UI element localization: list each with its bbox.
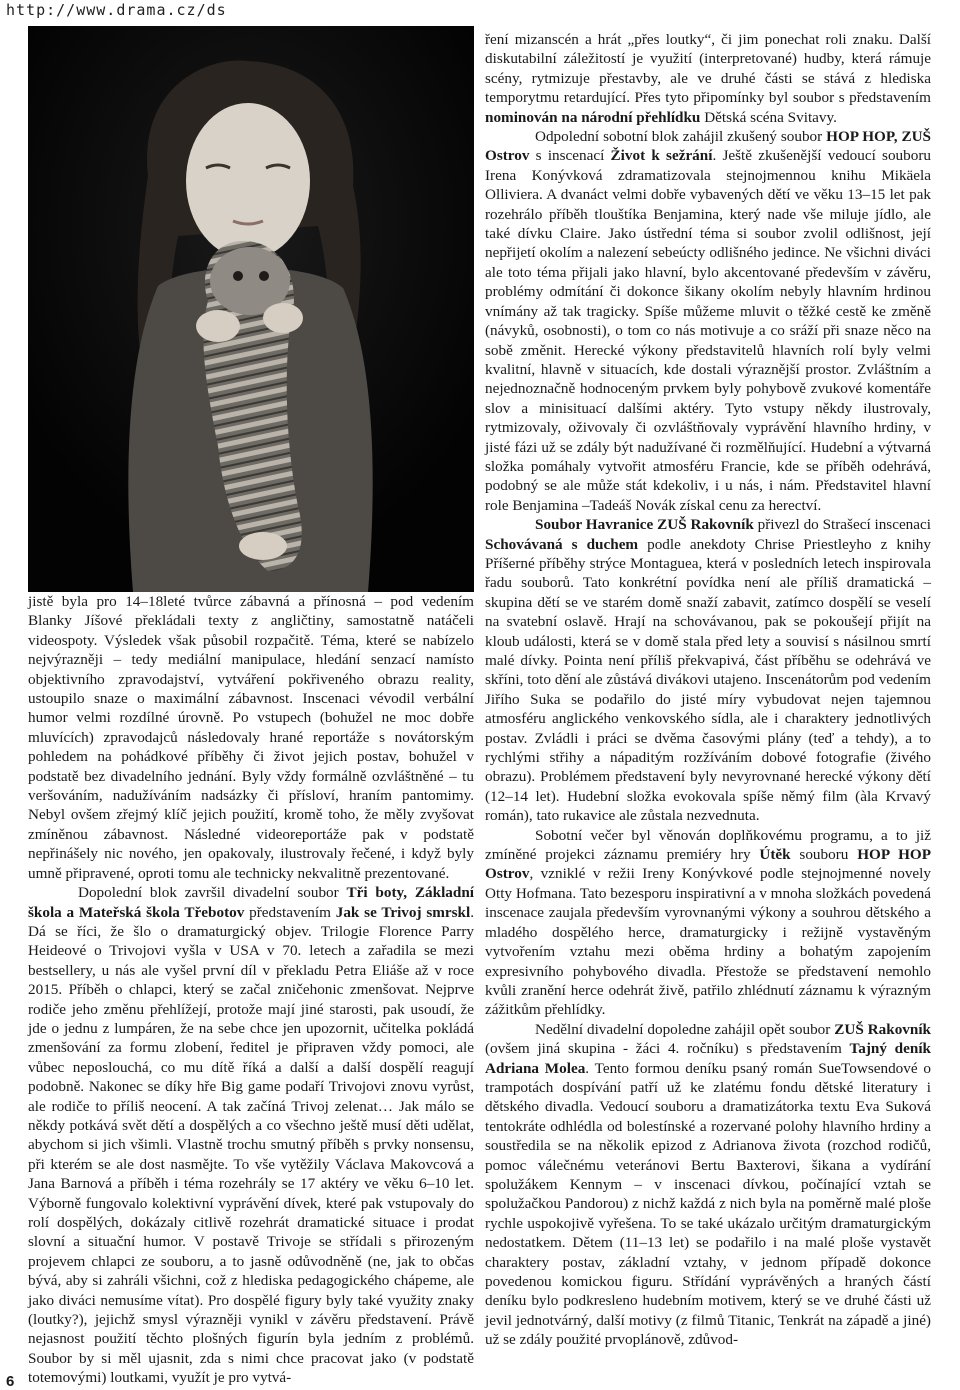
article-paragraph	[28, 592, 474, 883]
body-text: Sobotní večer byl věnován doplňkovému programu, a to již zmíněné projekci záznamu premiéry hry	[485, 826, 931, 864]
article-paragraph	[485, 826, 931, 1020]
body-text: jistě byla pro 14–18leté tvůrce zábavná a přínosná – pod vedením Blanky Jíšové překládali texty z angličtiny, samostatně natáčeli videospoty. Výsledek však působil rozpačitě. Téma, které se nabízelo nejvýrazněji – tedy mediální manipulace, hledání senzací namísto objektivního zpravodajství, vytváření pokřiveného obrazu reality, ustoupilo snaze o maximální zábavnost. Inscenaci vévodil verbální humor velmi rozdílné úrovně. Po vstupech (bohužel ne moc dobře mluvících) zpravodajců následovaly hrané reportáže s novátorským pohledem na pohádkové příběhy či život jejich postav, bohužel v podstatě bez divadelního jednání. Byly vždy formálně ozvláštněné – tu veršováním, nadužíváním nadsázky či přísloví, hraním pantomimy. Nebyl ovšem zřejmý klíč jejich použití, kromě toho, že měly zvyšovat zmíněnou zábavnost. Následné videoreportáže pak v podstatě nepřinášely nic nového, jen opakovaly, ilustrovaly řečené, i když byly umně připravené, oproti tomu ale technicky nekvalitně prezentované.	[28, 593, 474, 882]
body-text: souboru	[790, 846, 858, 864]
body-text: s inscenací	[529, 147, 611, 165]
article-paragraph	[485, 30, 931, 127]
body-text: (ovšem jiná skupina - žáci 4. ročníku) s představením	[485, 1040, 850, 1058]
body-text: . Dá se říci, že šlo o dramaturgický objev. Trilogie Florence Parry Heideové o Trivojovi vyšla v USA v 70. letech a zařadila se mezi bestsellery, u nás ale vyšel první díl v překladu Petra Eliáše až v roce 2015. Příběh o chlapci, který se začal zničehonic zmenšovat. Nejprve rodiče jeho změnu přehlížejí, protože mají jiné starosti, pak usoudí, že jde o jednu z lumpáren, že na sebe chce jen upozornit, učitelka pokládá zmenšování za formu zlobení, ředitel je připraven vždy pomoci, ale vůbec neposlouchá, co mu dítě říká a další a další dospělí reagují podobně. Nakonec se díky hře Big game podaří Trivojovi znovu vyrůst, ale rodiče to příliš neocení. A tak začíná Trivoj zelenat… Jak málo se někdy potkává svět dětí a dospělých a co všechno ještě musí děti udělat, abychom si jich všimli. Vlastně trochu smutný příběh s prvky nonsensu, při kterém se ale dost nasmějte. To vše vytěžily Václava Makovcová a Jana Barnová a příběh i téma rozehrály se 17 aktéry ve věku 6–10 let. Výborně fungovalo kolektivní vyprávění dívek, které pak vstupovaly do rolí dospělých, dokázaly citlivě rozehrát dramatické situace i prodat slovní a situační humor. V postavě Trivoje se střídali s přirozeným projevem chlapci ze souboru, a to jasně odůvodněně (ne, jak to občas bývá, aby si zahráli všichni, což z hlediska pedagogického chápeme, ale jako diváci nemusíme vítat). Pro dospělé figury byly také využity znaky (loutky?), jejichž smysl výrazněji vynikl v závěru představení. Právě nejasnost použití těchto plošných figurín byla jedním z problémů. Soubor by si měl ujasnit, zda s nimi chce pracovat jako (v podstatě totemovými) loutkami, využít je pro vytvá-	[28, 903, 474, 1387]
article-paragraph	[485, 1020, 931, 1350]
bold-text: ZUŠ Rakovník	[834, 1020, 931, 1038]
body-text: přivezl do Strašecí inscenaci	[753, 516, 931, 534]
bold-text: Tajný deník Adriana Molea	[485, 1040, 931, 1077]
bold-text: HOP HOP Ostrov	[485, 846, 931, 883]
article-paragraph	[485, 127, 931, 515]
header-url: http://www.drama.cz/ds	[6, 1, 227, 19]
body-text: Dopolední blok završil divadelní soubor	[78, 884, 347, 902]
body-text: , vzniklé v režii Ireny Konývkové podle stejnojmenné novely Otty Hofmana. Tato bezesporu inspirativní a v mnoha složkách povedená inscenace zaujala především vyrovnanými výkony a souhrou dětského a mladého dospělého herce, dramaturgicky i režijně vystavěným vytvořením vztahu mezi oběma hrdiny a bohatým zapojením expresivního pohybového divadla. Přestože se představení nemohlo kvůli zranění herce odehrát živě, patřilo zhlédnutí záznamu k výrazným zážitkům přehlídky.	[485, 865, 931, 1019]
bold-text: Schovávaná s duchem	[485, 535, 639, 553]
body-text: Dětská scéna Svitavy.	[700, 108, 837, 126]
bold-text: Soubor Havranice ZUŠ Rakovník	[535, 516, 754, 534]
bold-text: Útěk	[759, 846, 791, 864]
article-right-column	[485, 30, 931, 1350]
body-text: podle anekdoty Chrise Priestleyho z knihy Příšerné příběhy strýce Montaguea, která v posledních letech inspirovala řadu souborů. Tato konkrétní povídka není ale příliš dramatická – skupina dětí se ve starém domě snaží zabavit, zatímco dospělí se veselí na svatební oslavě. Hrají na schovávanou, pak se pokoušejí přijít na kloub události, která se v domě stala před lety a souvisí s násilnou smrtí malé dívky. Pointa není příliš překvapivá, část příběhu se odehrává ve skříni, toto dění ale zůstává divákovi utajeno. Inscenátorům pod vedením Jiřího Suka se podařilo do jisté míry vybudovat nejen tajemnou atmosféru anglického venkovského sídla, ale i charaktery jednotlivých postav. Zvládli i práci se dvěma časovými plány (teď a tehdy), a to rychlými střihy a nápaditým rozžíváním dobové fotografie (živého obrazu). Problémem představení byly nevyrovnané herecké výkony dětí (12–14 let). Hudební složka evokovala spíše němý film (àla Krvavý román), tato rukavice ale zůstala nezvednuta.	[485, 535, 931, 825]
body-text: Odpolední sobotní blok zahájil zkušený soubor	[535, 128, 827, 146]
bold-text: Život k sežrání	[610, 147, 713, 165]
article-photo	[28, 26, 474, 592]
body-text: představením	[244, 903, 336, 921]
bold-text: Jak se Trivoj smrskl	[335, 903, 471, 921]
body-text: Nedělní divadelní dopoledne zahájil opět soubor	[535, 1020, 835, 1038]
article-left-column	[28, 592, 474, 1388]
body-text: ření mizanscén a hrát „přes loutky“, či jim ponechat roli znaku. Další diskutabilní záležitostí je využití (interpretované) hudby, která rámuje scény, rytmizuje přestavby, ale ve druhé části se stává z hlediska temporytmu retardující. Přes tyto připomínky byl soubor s představením	[485, 31, 931, 107]
body-text: . Tento formou deníku psaný román SueTowsendové o trampotách dospívání patří už ke zlatému fondu dětské literatury i dětského divadla. Vedoucí souboru a dramatizátorka textu Eva Suková tentokráte odhlédla od bolestínské a rozervané polohy hlavního hrdiny a soustředila se na několik epizod z Adrianova života (rozchod rodičů, pomoc válečnému veteránovi Bertu Baxterovi, šikana a vydírání spolužákem Kennym – v inscenaci dívkou, počínající vztah se spolužačkou Pandorou) z nichž každá z nich byla na poměrně malé ploše rychle uspokojivě vyřešena. To se také ukázalo určitým dramaturgickým nedostatkem. Dětem (11–13 let) se podařilo i na malé ploše vystavět charaktery postav, základní vztahy, v jednom případě dokonce povedenou komickou figuru. Střídání vyprávěných a hraných částí deníku bylo podkresleno hudebním motivem, který se ve druhé části už jevil jednotvárný, další motivy (z filmů Titanic, Tenkrát na západě a jiné) už se zdály použité prvoplánově, zdůvod-	[485, 1059, 931, 1349]
bold-text: nominován na národní přehlídku	[485, 108, 701, 126]
photo-girl-with-puppet-icon	[28, 26, 474, 592]
body-text: . Ještě zkušenější vedoucí souboru Irena Konývková zdramatizovala stejnojmennou knihu Mikäela Olliviera. A dvanáct velmi dobře vybavených dětí ve věku 13–15 let pak rozehrálo příběh tlouštíka Benjamina, který nade vše miluje jídlo, ale také dívku Claire. Jako ústřední téma si soubor zvolil odlišnost, její nepřijetí okolím a nalezení sebeúcty odlišného jedince. Ne všichni diváci ale toto téma přijali jako hlavní, bylo akcentované především v závěru, problémy odmítání či dokonce šikany okolím nebyly hlavním hrdinou vnímány až tak tragicky. Spíše můžeme mluvit o těžké cestě ke změně (návyků, osobnosti), o tom co nás motivuje a co sráží při snaze něco na sobě změnit. Herecké výkony představitelů hlavních rolí byly velmi kvalitní, hlavně v situacích, kde dostali výraznější prostor. Zvláštním a nejednoznačně hodnoceným prvkem byly pohybově zvukové komentáře slov a minisituací dalšími aktéry. Tyto vstupy někdy ilustrovaly, rytmizovaly, oživovaly či ozvláštňovaly vyprávění hlavního hrdiny, v jisté fázi už se zdály být nadužívané či rozmělňující. Hudební a výtvarná složka pomáhaly vytvořit atmosféru Francie, kde se příběh odehrává, podobný se ale může stát kdekoliv, i u nás, i nám. Představitel hlavní role Benjamina –Tadeáš Novák získal cenu za herectví.	[485, 147, 931, 514]
page-number: 6	[6, 1373, 15, 1390]
bold-text: HOP HOP, ZUŠ Ostrov	[485, 128, 931, 165]
article-paragraph	[28, 883, 474, 1388]
article-paragraph	[485, 515, 931, 826]
bold-text: Tři boty, Základní škola a Mateřská škola Třebotov	[28, 884, 474, 921]
